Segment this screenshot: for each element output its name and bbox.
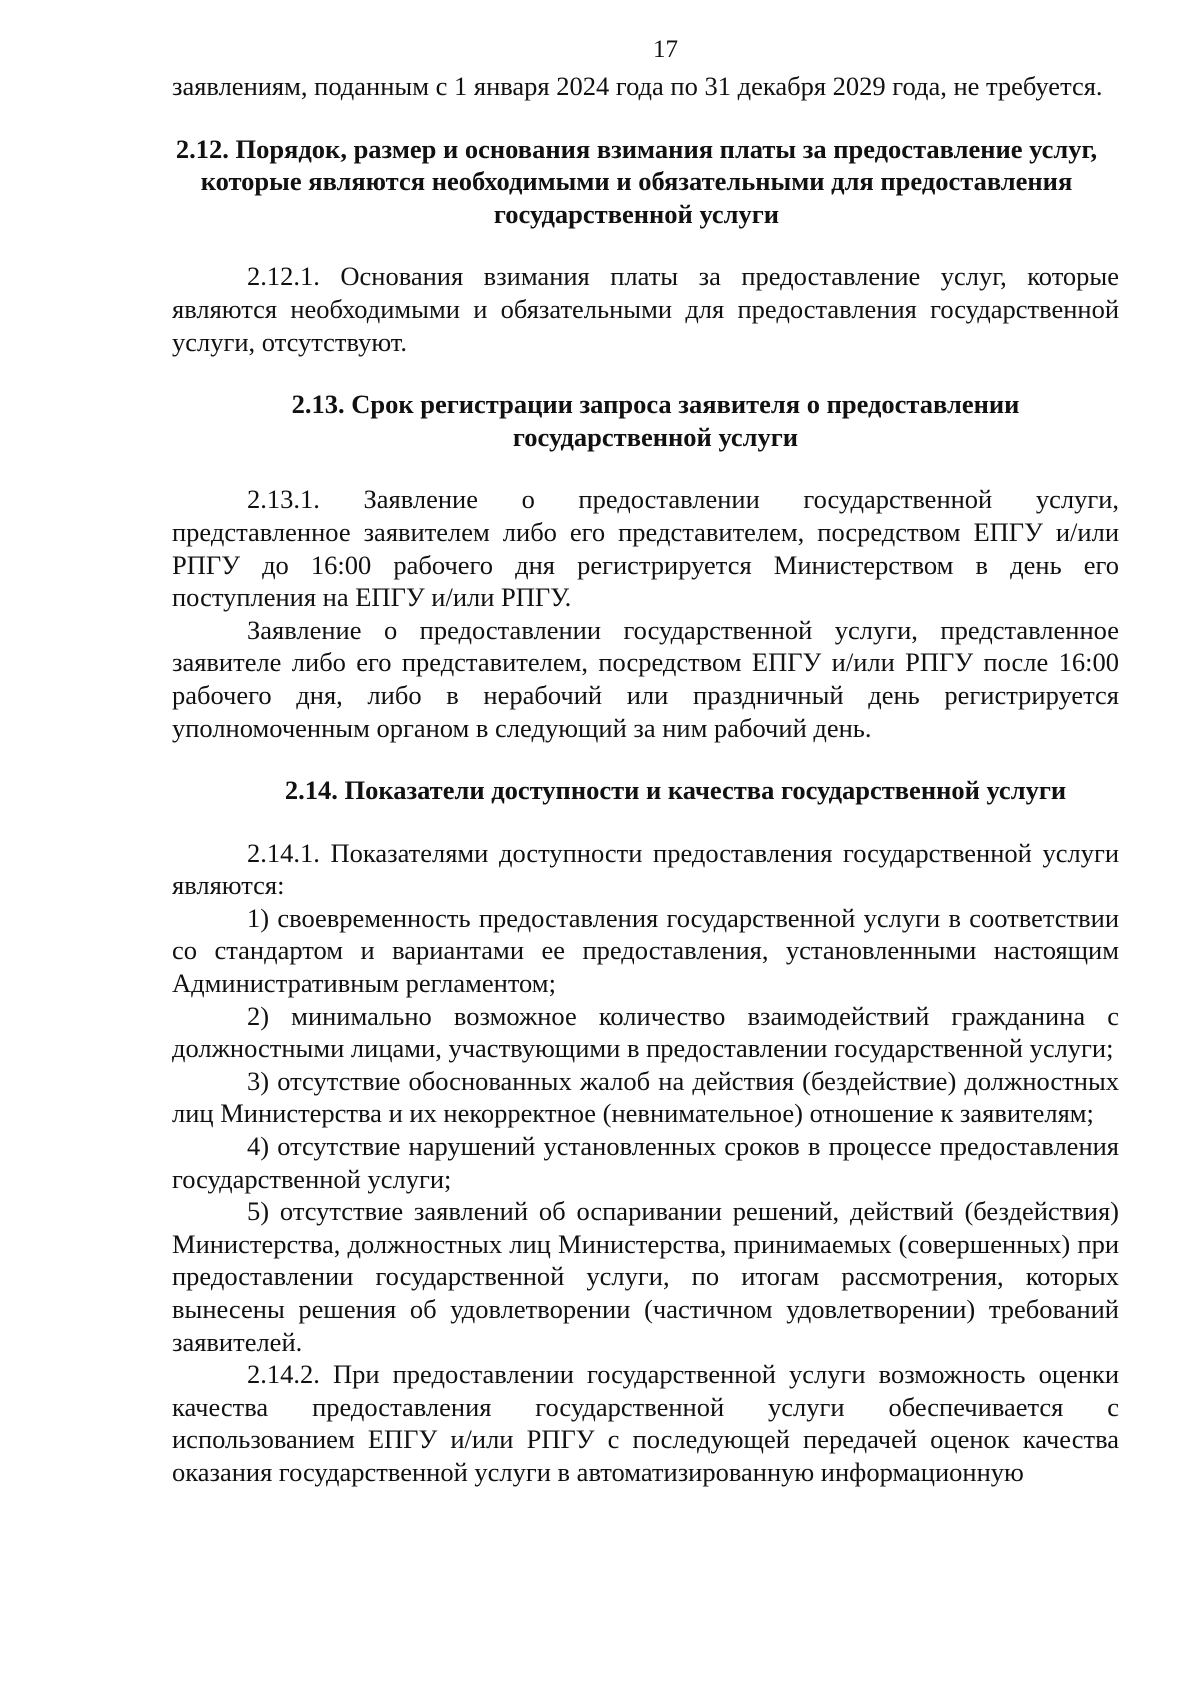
paragraph-2-13-1: 2.13.1. Заявление о предоставлении государственной услуги, представленное заявителем либо его представителем, посредством ЕПГУ и/или РПГУ до 16:00 рабочего дня регистрируется Министерством в день его поступления на ЕПГУ и/или РПГУ. (172, 484, 1119, 613)
continuation-paragraph: заявлениям, поданным с 1 января 2024 года по 31 декабря 2029 года, не требуется. (172, 71, 1103, 101)
paragraph-2-14-1: 2.14.1. Показателями доступности предоставления государственной услуги являются: (172, 837, 1119, 901)
list-item-4: 4) отсутствие нарушений установленных сроков в процессе предоставления государственной услуги; (172, 1131, 1119, 1194)
document-page (172, 30, 1119, 1489)
paragraph-2-13-2: Заявление о предоставлении государственной услуги, представленное заявителе либо его представителем, посредством ЕПГУ и/или РПГУ после 16:00 рабочего дня, либо в нерабочий или праздничный день регистрируется уполномоченным органом в следующий за ним рабочий день. (172, 614, 1119, 743)
list-item-5: 5) отсутствие заявлений об оспаривании решений, действий (бездействия) Министерства, должностных лиц Министерства, принимаемых (совершенных) при предоставлении государственной услуги, по итогам рассмотрения, которых вынесены решения об удовлетворении (частичном удовлетворении) требований заявителей. (172, 1196, 1119, 1357)
list-item-2: 2) минимально возможное количество взаимодействий гражданина с должностными лицами, участвующими в предоставлении государственной услуги; (172, 1000, 1119, 1064)
paragraph-2-14-2: 2.14.2. При предоставлении государственной услуги возможность оценки качества предоставления государственной услуги обеспечивается с использованием ЕПГУ и/или РПГУ с последующей передачей оценок качества оказания государственной услуги в автоматизированную информационную (172, 1359, 1119, 1487)
list-item-3: 3) отсутствие обоснованных жалоб на действия (бездействие) должностных лиц Министерства и их некорректное (невнимательное) отношение к заявителям; (172, 1065, 1119, 1129)
heading-2-14: 2.14. Показатели доступности и качества государственной услуги (284, 775, 1067, 806)
heading-2-13: 2.13. Срок регистрации запроса заявителя о предоставлении государственной услуги (291, 389, 1020, 452)
list-item-1: 1) своевременность предоставления государственной услуги в соответствии со стандартом и вариантами ее предоставления, установленными настоящим Административным регламентом; (172, 902, 1119, 999)
page-number: 17 (653, 36, 678, 63)
paragraph-2-12-1: 2.12.1. Основания взимания платы за предоставление услуг, которые являются необходимыми и обязательными для предоставления государственной услуги, отсутствуют. (172, 261, 1119, 357)
heading-2-12: 2.12. Порядок, размер и основания взимания платы за предоставление услуг, которые являются необходимыми и обязательными для предоставления государственной услуги (175, 133, 1098, 229)
